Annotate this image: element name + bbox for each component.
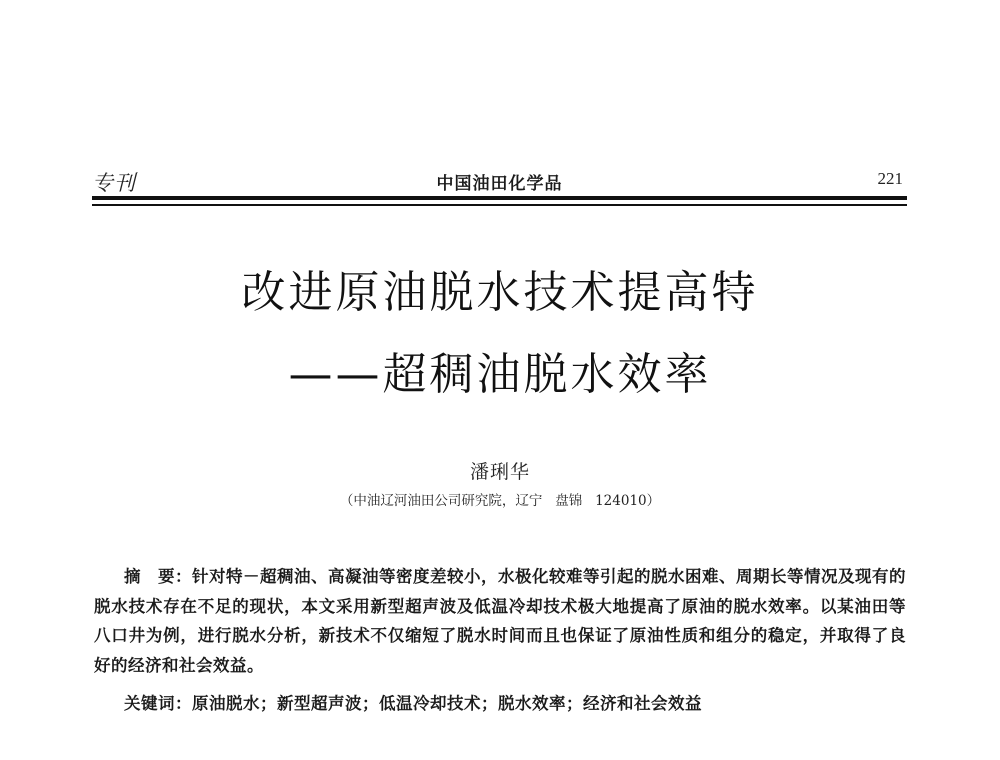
header-rule-thick — [92, 196, 907, 200]
journal-name: 中国油田化学品 — [436, 174, 563, 194]
author-affiliation — [0, 489, 1000, 509]
running-header — [92, 165, 907, 195]
paper-title-line-1: 改进原油脱水技术提高特 — [241, 267, 759, 318]
header-rule-thin — [92, 204, 907, 206]
affiliation-postcode: 124010） — [595, 493, 661, 509]
affiliation-city: 盘锦 — [555, 493, 583, 509]
section-label: 专刊 — [92, 171, 136, 195]
paper-title-line-2: ——超稠油脱水效率 — [288, 349, 712, 400]
affiliation-institution: （中油辽河油田公司研究院，辽宁 — [339, 493, 543, 509]
page-number: 221 — [877, 169, 903, 188]
abstract — [94, 562, 906, 680]
author-name: 潘琍华 — [469, 461, 530, 483]
abstract-label: 摘 要： — [124, 567, 192, 586]
keywords-text: 原油脱水；新型超声波；低温冷却技术；脱水效率；经济和社会效益 — [192, 694, 702, 713]
keywords-label: 关键词： — [124, 694, 192, 713]
keywords — [124, 690, 914, 714]
abstract-text: 针对特－超稠油、高凝油等密度差较小，水极化较难等引起的脱水困难、周期长等情况及现有的脱水技术存在不足的现状，本文采用新型超声波及低温冷却技术极大地提高了原油的脱水效率。以某油田等八口井为例，进行脱水分析，新技术不仅缩短了脱水时间而且也保证了原油性质和组分的稳定，并取得了良好的经济和社会效益。 — [94, 567, 906, 675]
